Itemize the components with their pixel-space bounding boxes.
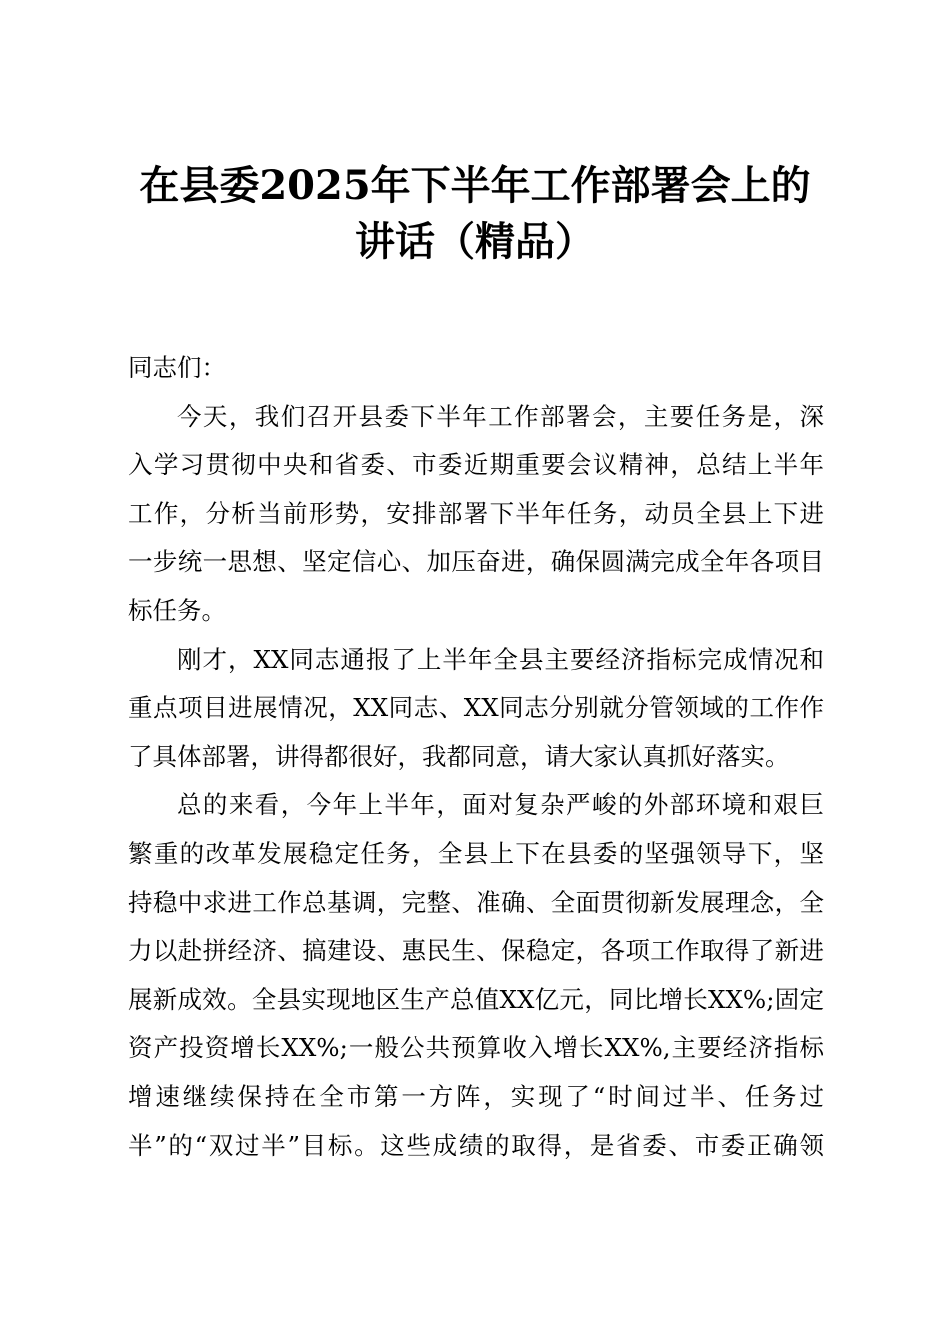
- paragraph-summary: [128, 781, 824, 1170]
- paragraph-line: 重点项目进展情况，XX同志、XX同志分别就分管领域的工作作: [128, 693, 824, 723]
- paragraph-line: 资产投资增长XX%;一般公共预算收入增长XX%,主要经济指标: [128, 1033, 824, 1063]
- paragraph-line: 持稳中求进工作总基调，完整、准确、全面贯彻新发展理念，全: [128, 887, 824, 917]
- document-title: [120, 158, 830, 270]
- paragraph-line: 了具体部署，讲得都很好，我都同意，请大家认真抓好落实。: [128, 741, 790, 771]
- paragraph-line: 标任务。: [128, 595, 226, 625]
- paragraph-line: 今天，我们召开县委下半年工作部署会，主要任务是，深: [177, 401, 824, 431]
- salutation: 同志们：: [128, 353, 226, 382]
- paragraph-line: 工作，分析当前形势，安排部署下半年任务，动员全县上下进: [128, 498, 824, 528]
- document-body: [128, 344, 824, 1170]
- paragraph-line: 增速继续保持在全市第一方阵，实现了“时间过半、任务过: [128, 1081, 824, 1111]
- title-line-2: 讲话（精品）: [355, 218, 595, 265]
- paragraph-opening: [128, 393, 824, 636]
- paragraph-line: 力以赴拼经济、搞建设、惠民生、保稳定，各项工作取得了新进: [128, 936, 824, 966]
- paragraph-line: 入学习贯彻中央和省委、市委近期重要会议精神，总结上半年: [128, 450, 824, 480]
- title-line-1: 在县委2025年下半年工作部署会上的: [139, 162, 811, 209]
- paragraph-line: 半”的“双过半”目标。这些成绩的取得，是省委、市委正确领: [128, 1130, 824, 1160]
- paragraph-line: 展新成效。全县实现地区生产总值XX亿元，同比增长XX%;固定: [128, 984, 824, 1014]
- paragraph-line: 刚才，XX同志通报了上半年全县主要经济指标完成情况和: [177, 644, 824, 674]
- paragraph-line: 繁重的改革发展稳定任务，全县上下在县委的坚强领导下，坚: [128, 838, 824, 868]
- paragraph-line: 一步统一思想、坚定信心、加压奋进，确保圆满完成全年各项目: [128, 547, 824, 577]
- paragraph-reports: [128, 636, 824, 782]
- paragraph-line: 总的来看，今年上半年，面对复杂严峻的外部环境和艰巨: [177, 790, 824, 820]
